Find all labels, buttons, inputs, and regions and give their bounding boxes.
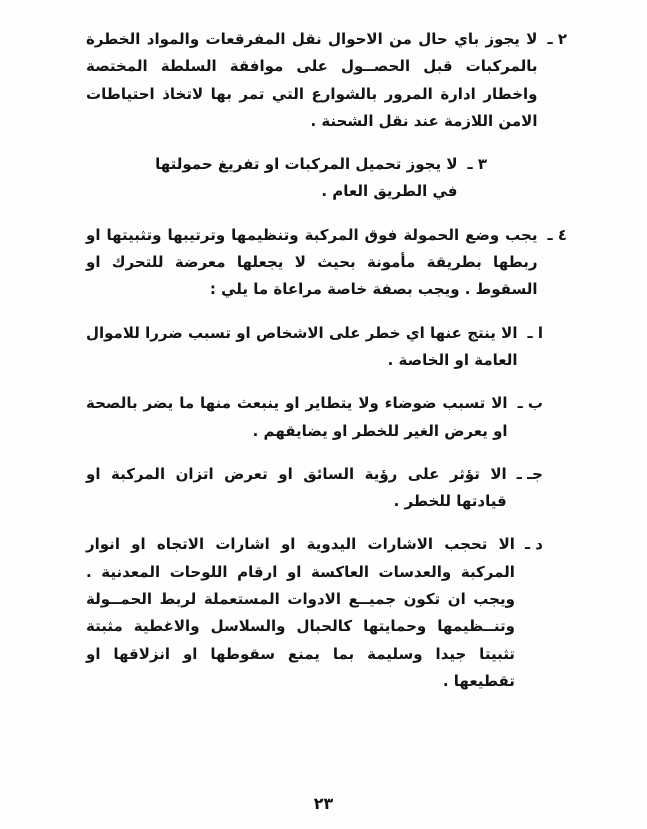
item-text: الا تحجب الاشارات اليدوية او اشارات الاتجاه او انوار المركبة والعدسات العاكسة او ارقام اللوحات المعدنية . ويجب ان تكون جميــع الادوات المستعملة لربط الحمــولة وتنــظيمها وحمايتها كالحبال والسلاسل والاغطية مثبتة تثبيتا جيدا وسليمة بما يمنع سقوطها او انزلاقها او تقطيعها . <box>86 535 515 690</box>
item-marker: ٢ ـ <box>547 30 567 48</box>
item-text: لا يجوز تحميل المركبات او تفريغ حمولتها في الطريق العام . <box>155 155 458 201</box>
sub-item-a <box>86 320 543 375</box>
item-marker: ٤ ـ <box>547 225 567 244</box>
item-marker: د ـ <box>524 535 543 554</box>
list-item-4 <box>86 222 567 304</box>
sub-item-j <box>86 461 543 516</box>
item-marker: ب ـ <box>517 394 543 413</box>
item-marker: ٣ ـ <box>467 155 487 174</box>
list-item-3 <box>146 151 487 206</box>
sub-item-d <box>86 531 543 695</box>
list-item-2 <box>86 26 567 135</box>
page-number: ٢٣ <box>313 794 334 813</box>
item-text: الا ينتج عنها اي خطر على الاشخاص او تسبب ضررا للاموال العامة او الخاصة . <box>86 323 518 369</box>
item-marker: ا ـ <box>527 323 543 342</box>
item-text: الا تؤثر على رؤية السائق او تعرض اتزان المركبة او قيادتها للخطر . <box>86 464 507 511</box>
sub-item-b <box>86 390 543 445</box>
item-marker: جـ ـ <box>516 464 543 483</box>
item-text: لا يجوز باي حال من الاحوال نقل المفرقعات والمواد الخطرة بالمركبات قبل الحصــول على موافقة السلطة المختصة واخطار ادارة المرور بالشوارع التي تمر بها لاتخاذ احتياطات الامن اللازمة عند نقل الشحنة . <box>86 30 538 130</box>
item-text: الا تسبب ضوضاء ولا يتطاير او ينبعث منها ما يضر بالصحة او يعرض الغير للخطر او يضايقهم . <box>86 394 508 440</box>
item-text: يجب وضع الحمولة فوق المركبة وتنظيمها وترتيبها وتثبيتها او ربطها بطريقة مأمونة بحيث لا يجعلها معرضة للتحرك او السقوط . ويجب بصفة خاصة مراعاة ما يلي : <box>86 225 538 299</box>
